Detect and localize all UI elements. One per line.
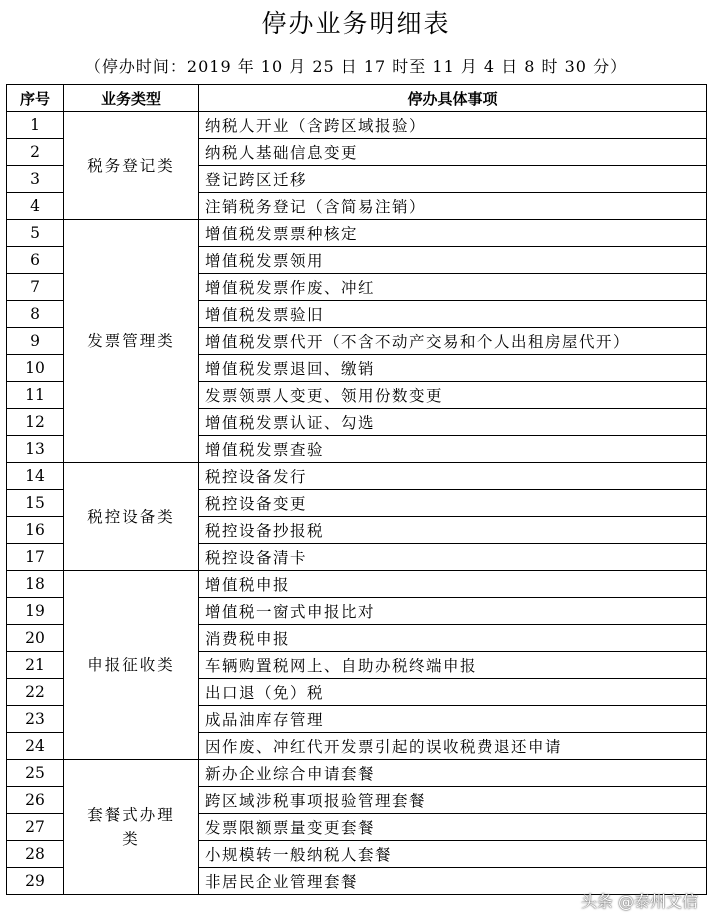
item-cell: 发票限额票量变更套餐 — [199, 814, 707, 841]
row-number: 24 — [7, 733, 64, 760]
item-cell: 税控设备抄报税 — [199, 517, 707, 544]
category-cell: 税控设备类 — [64, 463, 199, 571]
item-cell: 税控设备变更 — [199, 490, 707, 517]
row-number: 27 — [7, 814, 64, 841]
row-number: 4 — [7, 193, 64, 220]
item-cell: 纳税人基础信息变更 — [199, 139, 707, 166]
item-cell: 增值税发票领用 — [199, 247, 707, 274]
header-category: 业务类型 — [64, 85, 199, 112]
row-number: 20 — [7, 625, 64, 652]
item-cell: 新办企业综合申请套餐 — [199, 760, 707, 787]
item-cell: 登记跨区迁移 — [199, 166, 707, 193]
item-cell: 增值税发票代开（不含不动产交易和个人出租房屋代开） — [199, 328, 707, 355]
item-cell: 增值税申报 — [199, 571, 707, 598]
row-number: 18 — [7, 571, 64, 598]
category-cell: 发票管理类 — [64, 220, 199, 463]
item-cell: 税控设备发行 — [199, 463, 707, 490]
header-item: 停办具体事项 — [199, 85, 707, 112]
table-header-row — [7, 85, 707, 112]
watermark: 头条 @泰州文信 — [580, 892, 698, 911]
row-number: 1 — [7, 112, 64, 139]
table-body — [7, 112, 707, 895]
row-number: 14 — [7, 463, 64, 490]
row-number: 22 — [7, 679, 64, 706]
table-row — [7, 220, 707, 247]
item-cell: 税控设备清卡 — [199, 544, 707, 571]
row-number: 15 — [7, 490, 64, 517]
row-number: 11 — [7, 382, 64, 409]
row-number: 29 — [7, 868, 64, 895]
row-number: 3 — [7, 166, 64, 193]
item-cell: 增值税一窗式申报比对 — [199, 598, 707, 625]
row-number: 8 — [7, 301, 64, 328]
item-cell: 因作废、冲红代开发票引起的误收税费退还申请 — [199, 733, 707, 760]
row-number: 21 — [7, 652, 64, 679]
item-cell: 增值税发票票种核定 — [199, 220, 707, 247]
table-row — [7, 112, 707, 139]
item-cell: 车辆购置税网上、自助办税终端申报 — [199, 652, 707, 679]
row-number: 19 — [7, 598, 64, 625]
row-number: 9 — [7, 328, 64, 355]
row-number: 5 — [7, 220, 64, 247]
row-number: 16 — [7, 517, 64, 544]
row-number: 7 — [7, 274, 64, 301]
row-number: 28 — [7, 841, 64, 868]
row-number: 13 — [7, 436, 64, 463]
item-cell: 出口退（免）税 — [199, 679, 707, 706]
row-number: 12 — [7, 409, 64, 436]
suspended-services-table — [6, 84, 707, 895]
item-cell: 消费税申报 — [199, 625, 707, 652]
item-cell: 注销税务登记（含简易注销） — [199, 193, 707, 220]
item-cell: 增值税发票认证、勾选 — [199, 409, 707, 436]
row-number: 10 — [7, 355, 64, 382]
item-cell: 跨区域涉税事项报验管理套餐 — [199, 787, 707, 814]
item-cell: 成品油库存管理 — [199, 706, 707, 733]
item-cell: 增值税发票退回、缴销 — [199, 355, 707, 382]
table-row — [7, 571, 707, 598]
row-number: 2 — [7, 139, 64, 166]
row-number: 25 — [7, 760, 64, 787]
row-number: 26 — [7, 787, 64, 814]
category-cell: 税务登记类 — [64, 112, 199, 220]
row-number: 23 — [7, 706, 64, 733]
item-cell: 增值税发票验旧 — [199, 301, 707, 328]
item-cell: 纳税人开业（含跨区域报验） — [199, 112, 707, 139]
item-cell: 发票领票人变更、领用份数变更 — [199, 382, 707, 409]
row-number: 6 — [7, 247, 64, 274]
item-cell: 增值税发票作废、冲红 — [199, 274, 707, 301]
item-cell: 增值税发票查验 — [199, 436, 707, 463]
table-row — [7, 760, 707, 787]
category-cell: 申报征收类 — [64, 571, 199, 760]
page-title: 停办业务明细表 — [261, 9, 451, 38]
item-cell: 非居民企业管理套餐 — [199, 868, 707, 895]
header-no: 序号 — [7, 85, 64, 112]
table-row — [7, 463, 707, 490]
page-subtitle: （停办时间：2019 年 10 月 25 日 17 时至 11 月 4 日 8 时 30 分） — [84, 57, 628, 76]
category-cell: 套餐式办理类 — [64, 760, 199, 895]
item-cell: 小规模转一般纳税人套餐 — [199, 841, 707, 868]
row-number: 17 — [7, 544, 64, 571]
